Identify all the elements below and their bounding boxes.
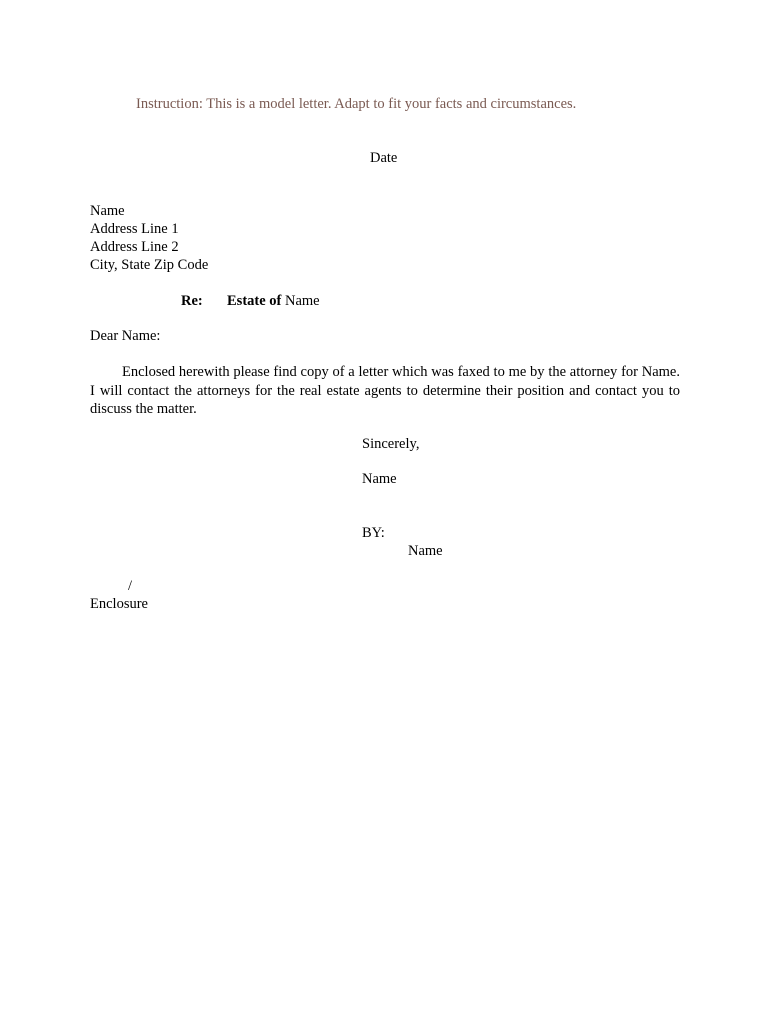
- initials-line: /: [128, 578, 133, 594]
- reference-line: [181, 292, 320, 310]
- recipient-address-line-1: Address Line 1: [90, 221, 179, 237]
- recipient-address-line-2: Address Line 2: [90, 239, 179, 255]
- recipient-city-state-zip: City, State Zip Code: [90, 257, 209, 273]
- recipient-name: Name: [90, 203, 125, 219]
- reference-estate-of: Estate of: [227, 293, 282, 309]
- instruction-note: Instruction: This is a model letter. Adapt to fit your facts and circumstances.: [136, 96, 577, 112]
- by-label: BY:: [362, 525, 385, 541]
- signer-name: Name: [362, 471, 397, 487]
- reference-label: Re:: [181, 293, 203, 309]
- letter-date: Date: [370, 150, 398, 166]
- reference-name: Name: [281, 293, 320, 309]
- enclosure-note: Enclosure: [90, 596, 148, 612]
- salutation: Dear Name:: [90, 328, 161, 344]
- closing: Sincerely,: [362, 436, 420, 452]
- body-paragraph: Enclosed herewith please find copy of a letter which was faxed to me by the attorney for Name. I will contact the attorneys for the real estate agents to determine their position and contact you to discuss the matter.: [90, 364, 680, 417]
- by-name: Name: [408, 543, 443, 559]
